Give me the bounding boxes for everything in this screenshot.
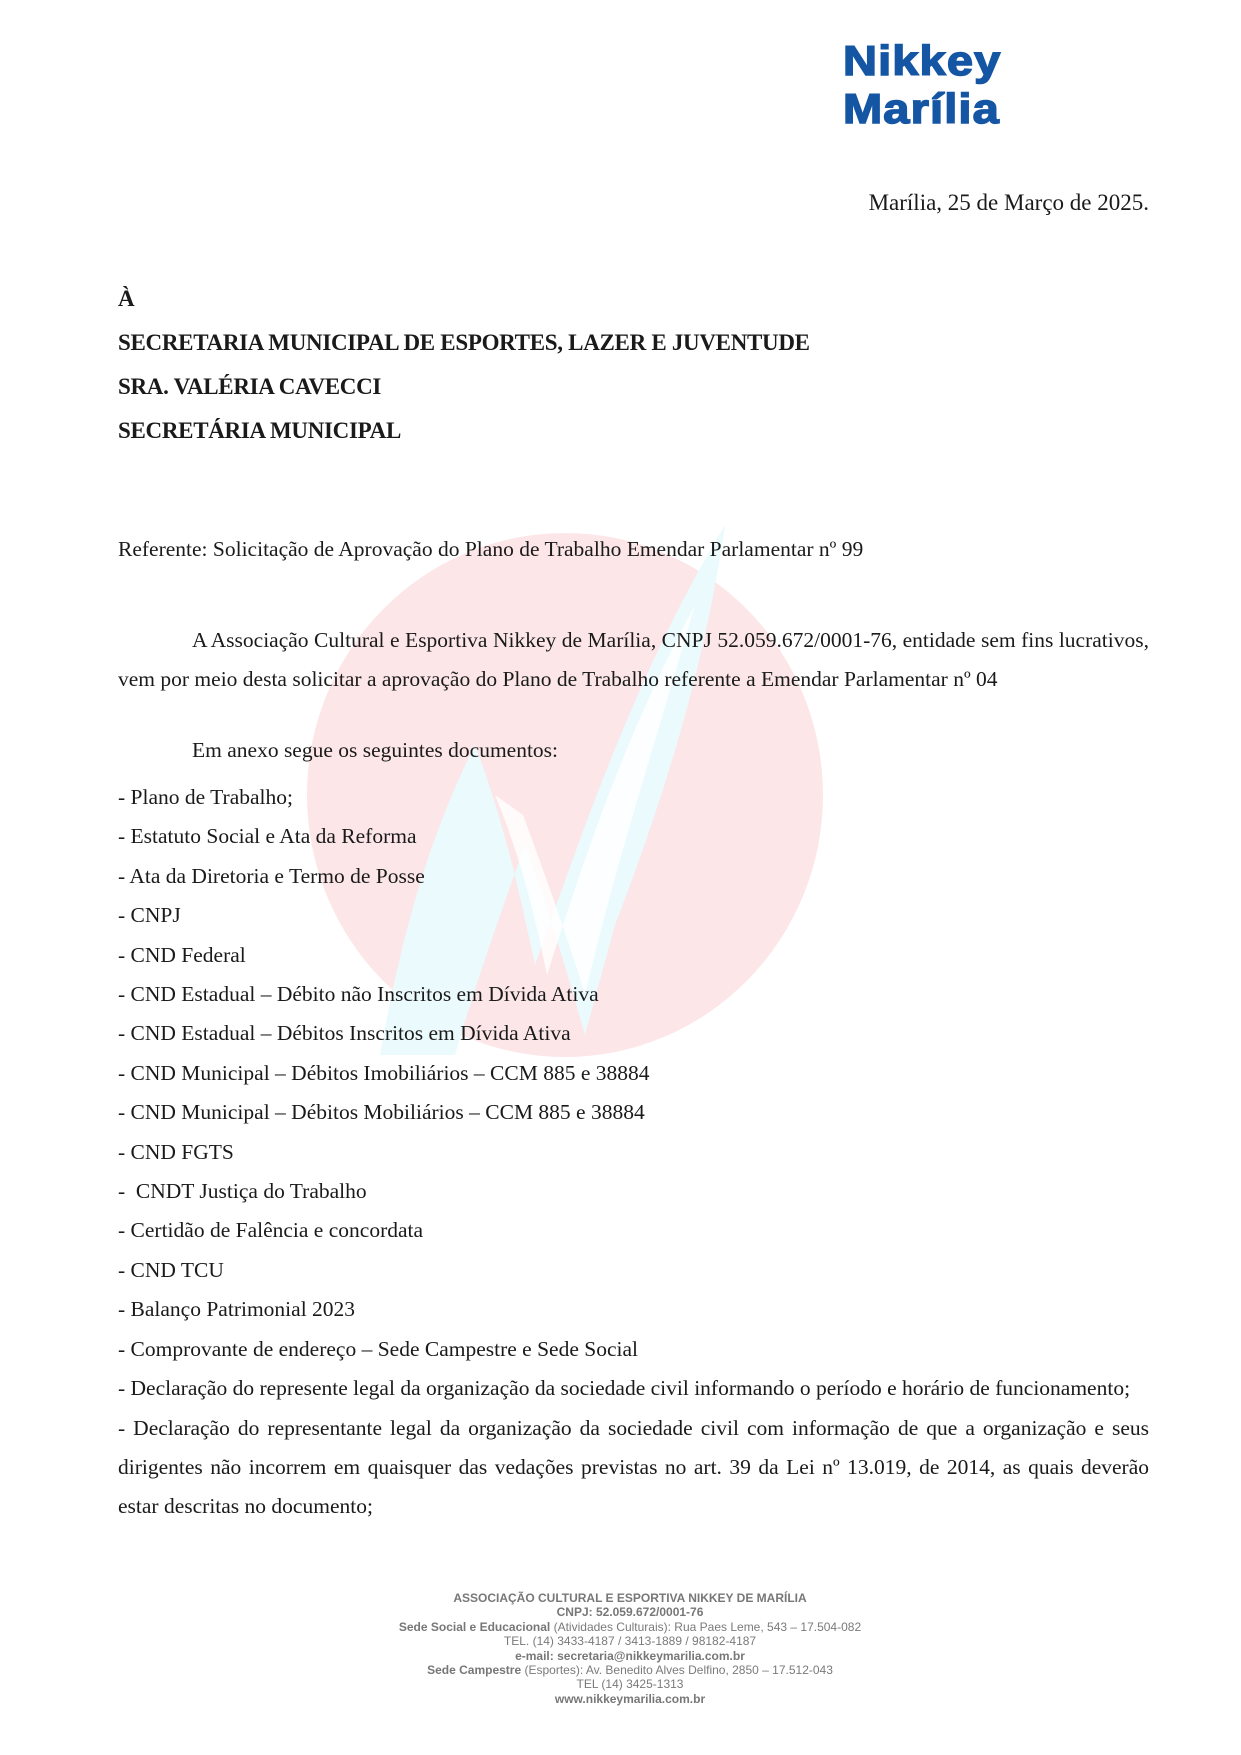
recipient-line-3: SRA. VALÉRIA CAVECCI	[118, 374, 382, 399]
list-item: - CNDT Justiça do Trabalho	[118, 1179, 367, 1204]
list-item: - CNPJ	[118, 903, 181, 928]
list-item: - Comprovante de endereço – Sede Campestre e Sede Social	[118, 1336, 638, 1361]
list-item: - CND Federal	[118, 942, 246, 967]
list-item: - Plano de Trabalho;	[118, 785, 293, 809]
attachments-intro: Em anexo segue os seguintes documentos:	[192, 738, 559, 762]
recipient-line-4: SECRETÁRIA MUNICIPAL	[118, 418, 402, 443]
list-item: - Declaração do representante legal da organização da sociedade civil com informação de que a organização e seus dirigentes não incorrem em quaisquer das vedações previstas no art. 39 da Lei nº 13.019, de 2014, as quais deverão estar descritas no documento;	[118, 1415, 1149, 1519]
letter-date: Marília, 25 de Março de 2025.	[868, 190, 1149, 215]
logo-line-1: Nikkey	[843, 37, 1002, 84]
body-paragraph	[118, 621, 1149, 699]
recipient-line-1: À	[118, 286, 135, 311]
list-item: - Ata da Diretoria e Termo de Posse	[118, 863, 425, 888]
list-item: - CND TCU	[118, 1257, 224, 1282]
list-item: - CND Estadual – Débito não Inscritos em Dívida Ativa	[118, 982, 599, 1007]
reference-line: Referente: Solicitação de Aprovação do Plano de Trabalho Emendar Parlamentar nº 99	[118, 537, 864, 561]
list-item: - Certidão de Falência e concordata	[118, 1218, 424, 1243]
logo-line-2: Marília	[843, 85, 1000, 132]
footer-sede-campestre-label: Sede Campestre	[427, 1663, 522, 1678]
footer-website[interactable]: www.nikkeymarilia.com.br	[554, 1691, 706, 1706]
footer-tel-1: TEL. (14) 3433-4187 / 3413-1889 / 98182-4187	[503, 1634, 757, 1649]
footer-email[interactable]: e-mail: secretaria@nikkeymarilia.com.br	[515, 1648, 745, 1663]
list-item: - Declaração do represente legal da organização da sociedade civil informando o período e horário de funcionamento;	[118, 1376, 1131, 1401]
recipient-line-2: SECRETARIA MUNICIPAL DE ESPORTES, LAZER E JUVENTUDE	[118, 330, 810, 355]
list-item: - Estatuto Social e Ata da Reforma	[118, 824, 417, 849]
body-paragraph-text: A Associação Cultural e Esportiva Nikkey de Marília, CNPJ 52.059.672/0001-76, entidade sem fins lucrativos, vem por meio desta solicitar a aprovação do Plano de Trabalho referente a Emendar Parlamentar nº 04	[118, 628, 1149, 691]
list-item: - CND FGTS	[118, 1139, 234, 1164]
list-item: - Balanço Patrimonial 2023	[118, 1297, 356, 1322]
list-item: - CND Estadual – Débitos Inscritos em Dívida Ativa	[118, 1021, 571, 1046]
footer-sede-social-label: Sede Social e Educacional	[398, 1619, 551, 1634]
footer-org: ASSOCIAÇÃO CULTURAL E ESPORTIVA NIKKEY DE MARÍLIA	[453, 1591, 807, 1605]
footer-tel-2: TEL (14) 3425-1313	[576, 1677, 684, 1692]
list-item: - CND Municipal – Débitos Imobiliários – CCM 885 e 38884	[118, 1060, 650, 1085]
attachments-list	[118, 778, 1149, 1527]
nikkey-marilia-logo	[843, 37, 1101, 132]
letterhead-footer	[0, 1591, 1241, 1706]
footer-sede-campestre-text: (Esportes): Av. Benedito Alves Delfino, 2850 – 17.512-043	[521, 1663, 833, 1678]
recipient-block	[118, 277, 810, 453]
footer-cnpj: CNPJ: 52.059.672/0001-76	[556, 1605, 704, 1620]
footer-sede-social-text: (Atividades Culturais): Rua Paes Leme, 543 – 17.504-082	[550, 1619, 862, 1634]
list-item: - CND Municipal – Débitos Mobiliários – CCM 885 e 38884	[118, 1100, 645, 1125]
